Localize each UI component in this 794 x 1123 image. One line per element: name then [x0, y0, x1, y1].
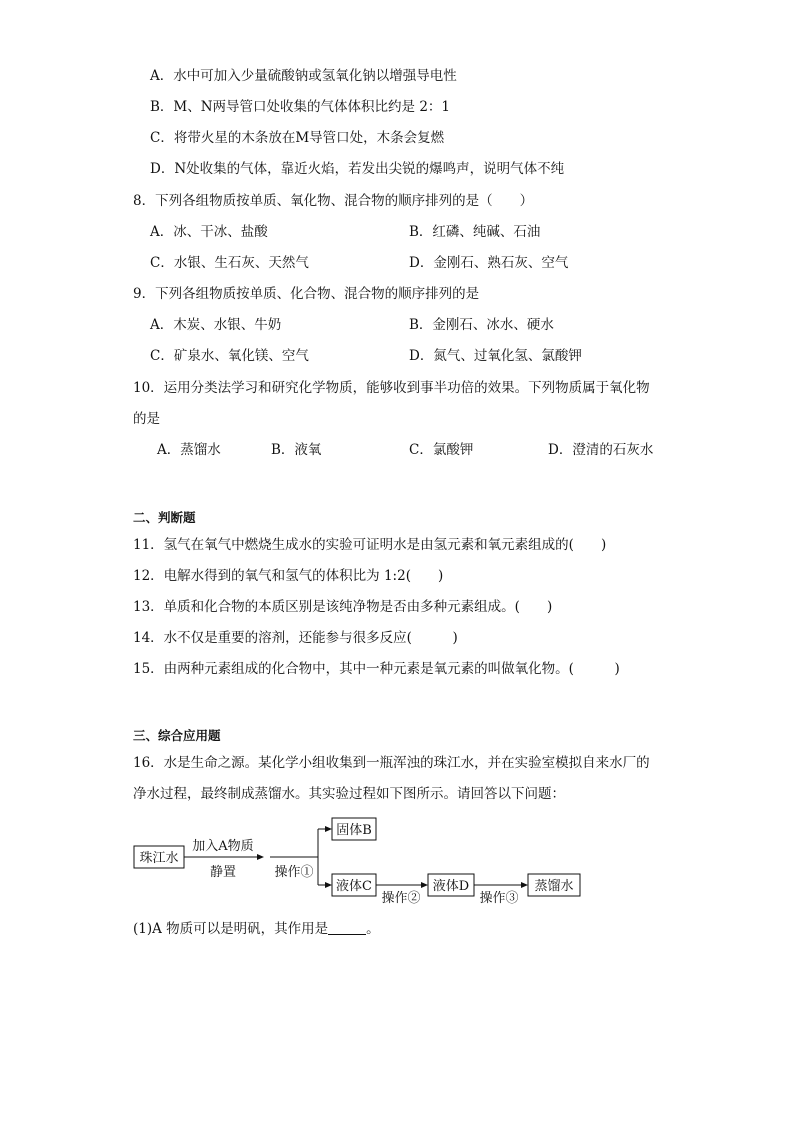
q10-stem-line1: 10．运用分类法学习和研究化学物质，能够收到事半功倍的效果。下列物质属于氧化物 — [133, 380, 650, 396]
q12: 12．电解水得到的氧气和氢气的体积比为 1:2( ) — [133, 568, 444, 584]
q16-sub1 — [133, 920, 380, 938]
section-2-title: 二、判断题 — [133, 510, 196, 525]
op2-label: 操作② — [381, 891, 421, 906]
q9-option-c: C．矿泉水、氧化镁、空气 — [150, 348, 309, 364]
q16-sub1-text: (1)A 物质可以是明矾，其作用是 — [133, 921, 329, 937]
q7-option-d: D．N处收集的气体，靠近火焰，若发出尖锐的爆鸣声，说明气体不纯 — [150, 161, 565, 177]
distilled-water-label: 蒸馏水 — [534, 879, 574, 894]
q10-option-b: B．液氧 — [271, 442, 322, 458]
q7-option-c: C．将带火星的木条放在M导管口处，木条会复燃 — [150, 130, 445, 146]
q15: 15．由两种元素组成的化合物中，其中一种元素是氧元素的叫做氧化物。( ) — [133, 661, 620, 677]
q9-option-d: D．氮气、过氧化氢、氯酸钾 — [409, 348, 582, 364]
q13: 13．单质和化合物的本质区别是该纯净物是否由多种元素组成。( ) — [133, 599, 553, 615]
q9-stem: 9．下列各组物质按单质、化合物、混合物的顺序排列的是 — [133, 286, 480, 302]
add-a-label: 加入A物质 — [192, 839, 254, 854]
op3-label: 操作③ — [479, 891, 519, 906]
solid-b-label: 固体B — [336, 823, 372, 838]
section-3-title: 三、综合应用题 — [133, 728, 221, 743]
q7-option-b: B．M、N两导管口处收集的气体体积比约是 2：1 — [150, 99, 451, 115]
settle-label: 静置 — [209, 865, 237, 880]
q14: 14．水不仅是重要的溶剂，还能参与很多反应( ) — [133, 630, 458, 646]
liquid-d-label: 液体D — [432, 879, 470, 894]
purification-flow-diagram — [128, 812, 598, 908]
answer-blank[interactable] — [328, 920, 366, 935]
q9-option-a: A．木炭、水银、牛奶 — [150, 317, 282, 333]
q8-option-a: A．冰、干冰、盐酸 — [150, 224, 268, 240]
river-water-label: 珠江水 — [139, 851, 179, 866]
op1-label: 操作① — [274, 865, 314, 880]
q8-stem: 8．下列各组物质按单质、氧化物、混合物的顺序排列的是（ ） — [133, 193, 534, 209]
q10-stem-line2: 的是 — [133, 411, 160, 427]
q8-option-c: C．水银、生石灰、天然气 — [150, 255, 309, 271]
q16-sub1-end: 。 — [366, 921, 380, 937]
q8-option-d: D．金刚石、熟石灰、空气 — [409, 255, 569, 271]
q10-option-c: C．氯酸钾 — [409, 442, 474, 458]
q10-option-a: A．蒸馏水 — [157, 442, 221, 458]
q16-stem-line1: 16．水是生命之源。某化学小组收集到一瓶浑浊的珠江水，并在实验室模拟自来水厂的 — [133, 755, 650, 771]
q8-option-b: B．红磷、纯碱、石油 — [409, 224, 541, 240]
q10-option-d: D．澄清的石灰水 — [548, 442, 654, 458]
q16-stem-line2: 净水过程，最终制成蒸馏水。其实验过程如下图所示。请回答以下问题： — [133, 786, 565, 802]
q9-option-b: B．金刚石、冰水、硬水 — [409, 317, 554, 333]
liquid-c-label: 液体C — [336, 879, 372, 894]
q11: 11．氢气在氧气中燃烧生成水的实验可证明水是由氢元素和氧元素组成的( ) — [133, 537, 607, 553]
q7-option-a: A．水中可加入少量硫酸钠或氢氧化钠以增强导电性 — [150, 68, 457, 84]
